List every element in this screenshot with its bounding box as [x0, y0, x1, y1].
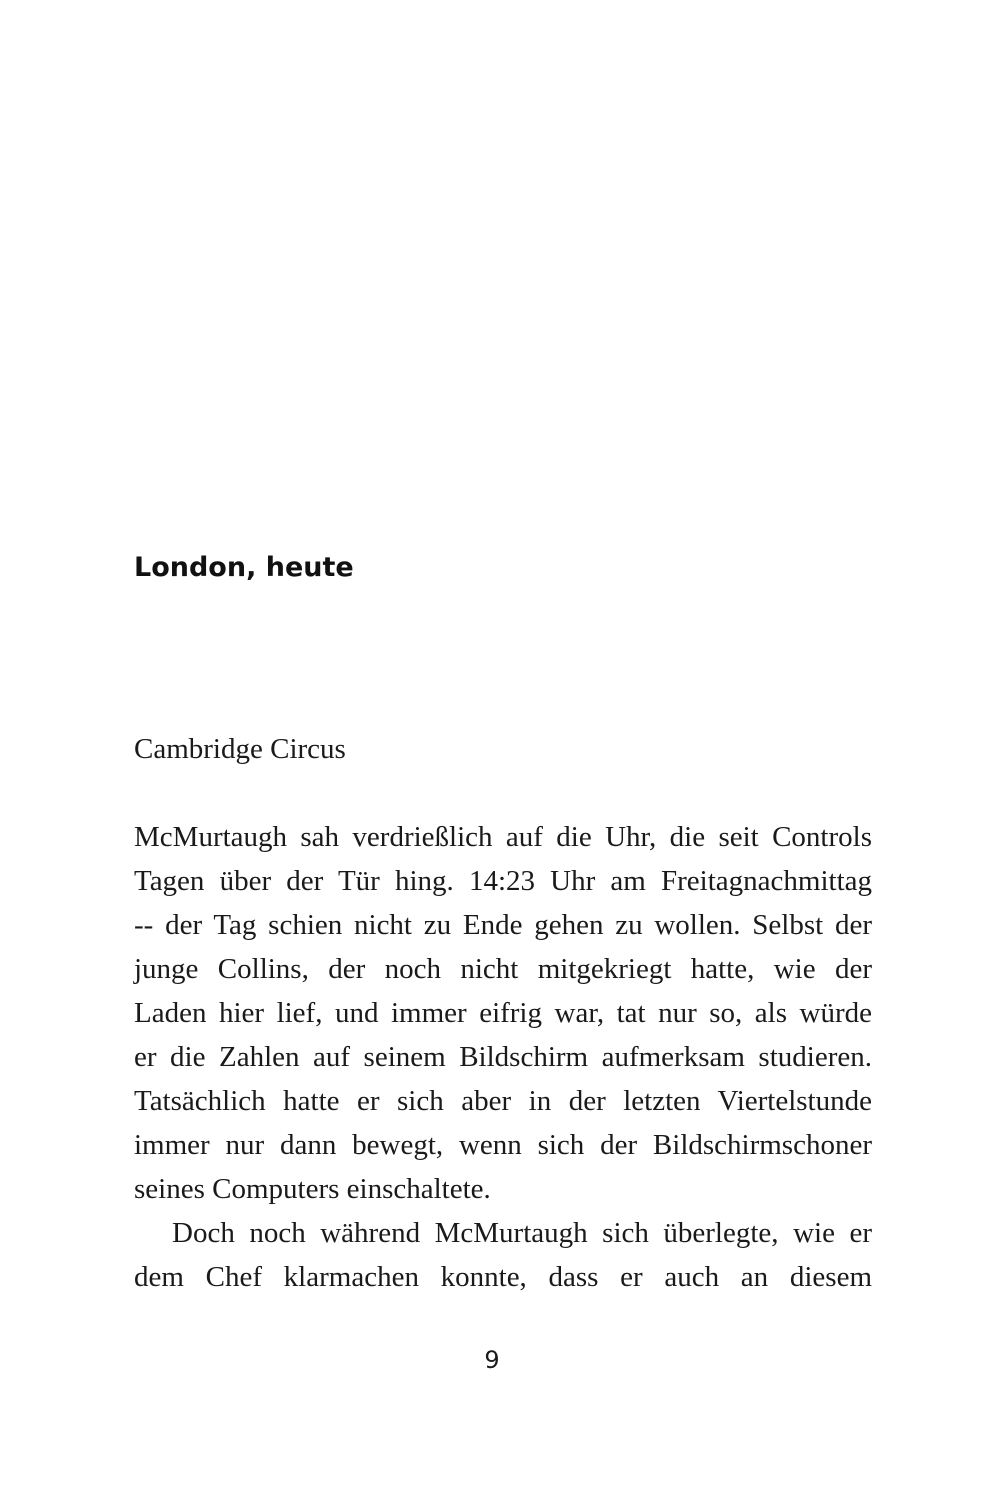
body-text — [134, 815, 872, 1299]
paragraph-1 — [134, 815, 872, 1211]
text-line: Laden hier lief, und immer eifrig war, tat nur so, als würde — [134, 997, 872, 1029]
text-line: junge Collins, der noch nicht mitgekriegt hatte, wie der — [134, 953, 872, 985]
text-line: dem Chef klarmachen konnte, dass er auch an diesem — [134, 1261, 872, 1293]
text-line: immer nur dann bewegt, wenn sich der Bildschirmschoner — [134, 1129, 872, 1161]
text-line: er die Zahlen auf seinem Bildschirm aufmerksam studieren. — [134, 1041, 872, 1073]
page-number: 9 — [484, 1346, 500, 1374]
text-line: -- der Tag schien nicht zu Ende gehen zu wollen. Selbst der — [134, 909, 872, 941]
text-line: Tatsächlich hatte er sich aber in der letzten Viertelstunde — [134, 1085, 872, 1117]
text-line: McMurtaugh sah verdrießlich auf die Uhr, die seit Controls — [134, 821, 872, 853]
text-line: Tagen über der Tür hing. 14:23 Uhr am Freitagnachmittag — [134, 865, 872, 897]
paragraph-2 — [134, 1211, 872, 1299]
text-line: seines Computers einschaltete. — [134, 1173, 491, 1205]
text-line: Doch noch während McMurtaugh sich überlegte, wie er — [172, 1217, 872, 1249]
section-title: Cambridge Circus — [134, 733, 346, 765]
chapter-heading: London, heute — [134, 552, 354, 583]
